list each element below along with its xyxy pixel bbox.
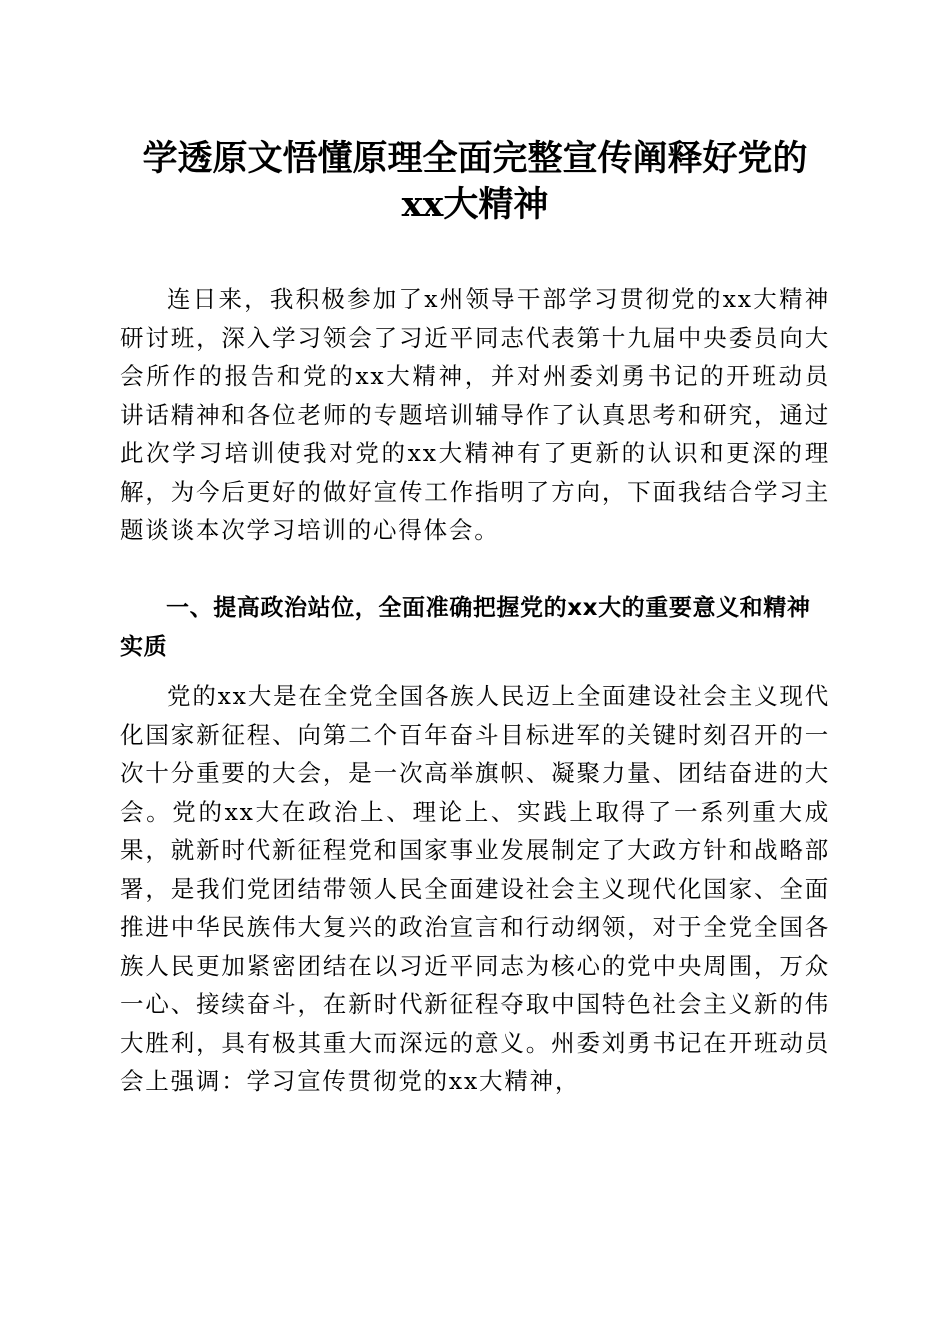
intro-paragraph: 连日来，我积极参加了x州领导干部学习贯彻党的xx大精神研讨班，深入学习领会了习近平同志代表第十九届中央委员向大会所作的报告和党的xx大精神，并对州委刘勇书记的开班动员讲话精神和各位老师的专题培训辅导作了认真思考和研究，通过此次学习培训使我对党的xx大精神有了更新的认识和更深的理解，为今后更好的做好宣传工作指明了方向，下面我结合学习主题谈谈本次学习培训的心得体会。 — [120, 285, 830, 544]
document-title — [120, 136, 830, 228]
title-line-2: xx大精神 — [401, 184, 549, 225]
section-heading-1: 一、提高政治站位，全面准确把握党的xx大的重要意义和精神实质 — [120, 595, 811, 660]
section-1-paragraph: 党的xx大是在全党全国各族人民迈上全面建设社会主义现代化国家新征程、向第二个百年奋斗目标进军的关键时刻召开的一次十分重要的大会，是一次高举旗帜、凝聚力量、团结奋进的大会。党的xx大在政治上、理论上、实践上取得了一系列重大成果，就新时代新征程党和国家事业发展制定了大政方针和战略部署，是我们党团结带领人民全面建设社会主义现代化国家、全面推进中华民族伟大复兴的政治宣言和行动纲领，对于全党全国各族人民更加紧密团结在以习近平同志为核心的党中央周围，万众一心、接续奋斗，在新时代新征程夺取中国特色社会主义新的伟大胜利，具有极其重大而深远的意义。州委刘勇书记在开班动员会上强调：学习宣传贯彻党的xx大精神， — [120, 682, 830, 1095]
title-line-1: 学透原文悟懂原理全面完整宣传阐释好党的 — [142, 138, 808, 179]
